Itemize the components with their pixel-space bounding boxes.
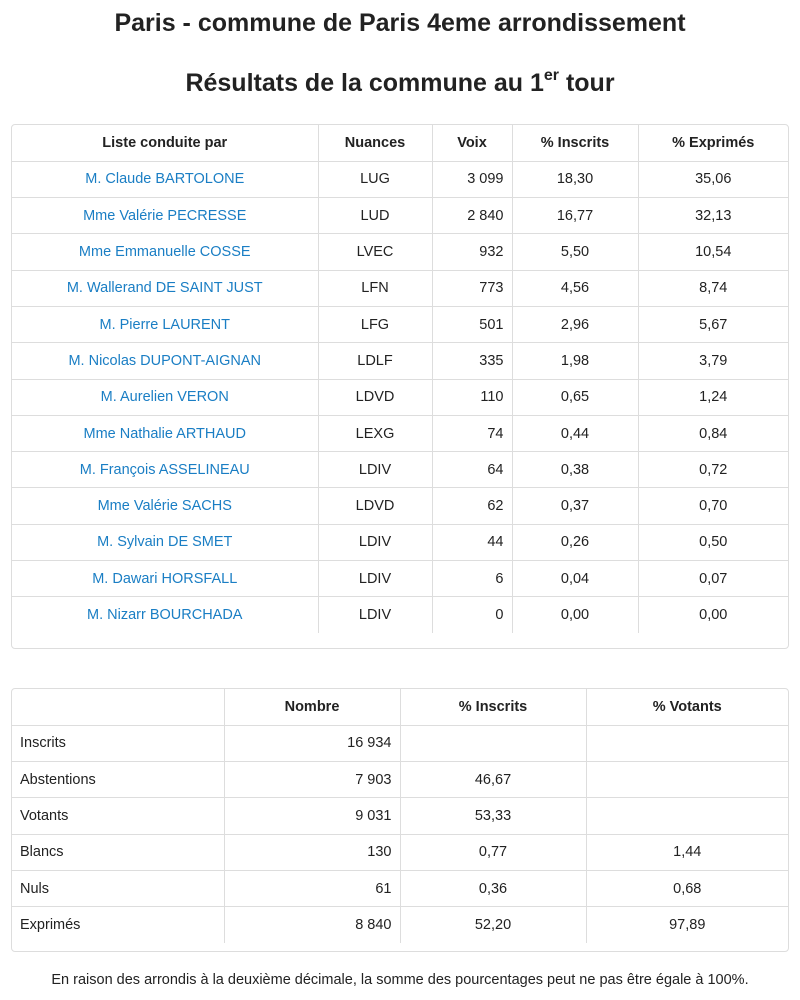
- subtitle-main: Résultats de la commune au 1: [185, 69, 544, 97]
- stats-pct-inscrits-cell: [400, 725, 586, 761]
- results-row: [12, 488, 788, 524]
- candidate-name-link[interactable]: M. Aurelien VERON: [12, 379, 318, 415]
- candidate-name-link[interactable]: M. Dawari HORSFALL: [12, 561, 318, 597]
- candidate-name-link[interactable]: Mme Emmanuelle COSSE: [12, 234, 318, 270]
- candidate-name-link[interactable]: M. Pierre LAURENT: [12, 306, 318, 342]
- stats-nombre-cell: 9 031: [224, 798, 400, 834]
- stats-table: [12, 689, 788, 943]
- results-row: [12, 270, 788, 306]
- stats-header-row: [12, 689, 788, 725]
- header-voix: Voix: [432, 125, 512, 161]
- results-header-row: [12, 125, 788, 161]
- subtitle-end: tour: [559, 69, 615, 97]
- stats-pct-votants-cell: [586, 725, 788, 761]
- stats-label-cell: Blancs: [12, 834, 224, 870]
- stats-label-cell: Inscrits: [12, 725, 224, 761]
- header-pct-exprimes: % Exprimés: [638, 125, 788, 161]
- results-row: [12, 234, 788, 270]
- pct-inscrits-cell: 5,50: [512, 234, 638, 270]
- footnote: En raison des arrondis à la deuxième décimale, la somme des pourcentages peut ne pas être égale à 100%.: [51, 972, 749, 988]
- pct-inscrits-cell: 1,98: [512, 343, 638, 379]
- voix-cell: 62: [432, 488, 512, 524]
- stats-pct-votants-cell: 0,68: [586, 870, 788, 906]
- voix-cell: 74: [432, 415, 512, 451]
- pct-exprimes-cell: 32,13: [638, 198, 788, 234]
- candidate-name-link[interactable]: M. Sylvain DE SMET: [12, 524, 318, 560]
- pct-exprimes-cell: 0,72: [638, 452, 788, 488]
- results-row: [12, 198, 788, 234]
- results-row: [12, 452, 788, 488]
- results-row: [12, 343, 788, 379]
- candidate-name-link[interactable]: M. Wallerand DE SAINT JUST: [12, 270, 318, 306]
- stats-label-cell: Abstentions: [12, 762, 224, 798]
- pct-exprimes-cell: 10,54: [638, 234, 788, 270]
- pct-inscrits-cell: 0,65: [512, 379, 638, 415]
- stats-pct-inscrits-cell: 52,20: [400, 907, 586, 943]
- stats-nombre-cell: 8 840: [224, 907, 400, 943]
- pct-inscrits-cell: 0,04: [512, 561, 638, 597]
- stats-nombre-cell: 61: [224, 870, 400, 906]
- voix-cell: 110: [432, 379, 512, 415]
- nuance-cell: LDIV: [318, 597, 432, 633]
- pct-exprimes-cell: 0,70: [638, 488, 788, 524]
- nuance-cell: LDIV: [318, 452, 432, 488]
- header-liste: Liste conduite par: [12, 125, 318, 161]
- nuance-cell: LDVD: [318, 379, 432, 415]
- pct-exprimes-cell: 35,06: [638, 161, 788, 197]
- stats-row: [12, 907, 788, 943]
- stats-pct-votants-cell: [586, 762, 788, 798]
- subtitle-sup: er: [543, 66, 560, 84]
- results-row: [12, 597, 788, 633]
- nuance-cell: LFN: [318, 270, 432, 306]
- stats-pct-votants-cell: 97,89: [586, 907, 788, 943]
- stats-label-cell: Exprimés: [12, 907, 224, 943]
- pct-inscrits-cell: 0,38: [512, 452, 638, 488]
- candidate-name-link[interactable]: M. François ASSELINEAU: [12, 452, 318, 488]
- pct-inscrits-cell: 18,30: [512, 161, 638, 197]
- voix-cell: 0: [432, 597, 512, 633]
- stats-label-cell: Votants: [12, 798, 224, 834]
- nuance-cell: LUD: [318, 198, 432, 234]
- stats-row: [12, 834, 788, 870]
- results-row: [12, 161, 788, 197]
- candidate-name-link[interactable]: M. Claude BARTOLONE: [12, 161, 318, 197]
- nuance-cell: LDLF: [318, 343, 432, 379]
- candidate-name-link[interactable]: M. Nizarr BOURCHADA: [12, 597, 318, 633]
- stats-row: [12, 798, 788, 834]
- stats-header-nombre: Nombre: [224, 689, 400, 725]
- stats-pct-inscrits-cell: 0,77: [400, 834, 586, 870]
- results-row: [12, 306, 788, 342]
- header-nuances: Nuances: [318, 125, 432, 161]
- page-title: Paris - commune de Paris 4eme arrondissement: [114, 9, 686, 37]
- nuance-cell: LUG: [318, 161, 432, 197]
- pct-inscrits-cell: 0,00: [512, 597, 638, 633]
- voix-cell: 64: [432, 452, 512, 488]
- stats-nombre-cell: 7 903: [224, 762, 400, 798]
- page-subtitle: [0, 66, 800, 100]
- nuance-cell: LEXG: [318, 415, 432, 451]
- results-row: [12, 379, 788, 415]
- pct-exprimes-cell: 0,84: [638, 415, 788, 451]
- stats-header-blank: [12, 689, 224, 725]
- voix-cell: 335: [432, 343, 512, 379]
- stats-pct-inscrits-cell: 53,33: [400, 798, 586, 834]
- results-row: [12, 561, 788, 597]
- voix-cell: 6: [432, 561, 512, 597]
- voix-cell: 501: [432, 306, 512, 342]
- stats-header-pct-inscrits: % Inscrits: [400, 689, 586, 725]
- voix-cell: 932: [432, 234, 512, 270]
- pct-exprimes-cell: 8,74: [638, 270, 788, 306]
- stats-nombre-cell: 16 934: [224, 725, 400, 761]
- pct-inscrits-cell: 4,56: [512, 270, 638, 306]
- stats-pct-votants-cell: [586, 798, 788, 834]
- results-row: [12, 524, 788, 560]
- stats-row: [12, 762, 788, 798]
- pct-exprimes-cell: 0,07: [638, 561, 788, 597]
- stats-pct-votants-cell: 1,44: [586, 834, 788, 870]
- pct-inscrits-cell: 0,44: [512, 415, 638, 451]
- nuance-cell: LDIV: [318, 524, 432, 560]
- nuance-cell: LDIV: [318, 561, 432, 597]
- pct-exprimes-cell: 0,50: [638, 524, 788, 560]
- pct-inscrits-cell: 0,37: [512, 488, 638, 524]
- stats-pct-inscrits-cell: 0,36: [400, 870, 586, 906]
- pct-exprimes-cell: 1,24: [638, 379, 788, 415]
- pct-exprimes-cell: 5,67: [638, 306, 788, 342]
- stats-header-pct-votants: % Votants: [586, 689, 788, 725]
- pct-inscrits-cell: 2,96: [512, 306, 638, 342]
- voix-cell: 2 840: [432, 198, 512, 234]
- voix-cell: 3 099: [432, 161, 512, 197]
- pct-inscrits-cell: 16,77: [512, 198, 638, 234]
- candidate-name-link[interactable]: M. Nicolas DUPONT-AIGNAN: [12, 343, 318, 379]
- stats-label-cell: Nuls: [12, 870, 224, 906]
- stats-row: [12, 870, 788, 906]
- pct-exprimes-cell: 0,00: [638, 597, 788, 633]
- candidate-name-link[interactable]: Mme Nathalie ARTHAUD: [12, 415, 318, 451]
- candidate-name-link[interactable]: Mme Valérie SACHS: [12, 488, 318, 524]
- stats-pct-inscrits-cell: 46,67: [400, 762, 586, 798]
- nuance-cell: LFG: [318, 306, 432, 342]
- candidate-name-link[interactable]: Mme Valérie PECRESSE: [12, 198, 318, 234]
- pct-inscrits-cell: 0,26: [512, 524, 638, 560]
- header-pct-inscrits: % Inscrits: [512, 125, 638, 161]
- voix-cell: 773: [432, 270, 512, 306]
- voix-cell: 44: [432, 524, 512, 560]
- results-row: [12, 415, 788, 451]
- nuance-cell: LVEC: [318, 234, 432, 270]
- stats-nombre-cell: 130: [224, 834, 400, 870]
- pct-exprimes-cell: 3,79: [638, 343, 788, 379]
- stats-row: [12, 725, 788, 761]
- nuance-cell: LDVD: [318, 488, 432, 524]
- results-table: [12, 125, 788, 633]
